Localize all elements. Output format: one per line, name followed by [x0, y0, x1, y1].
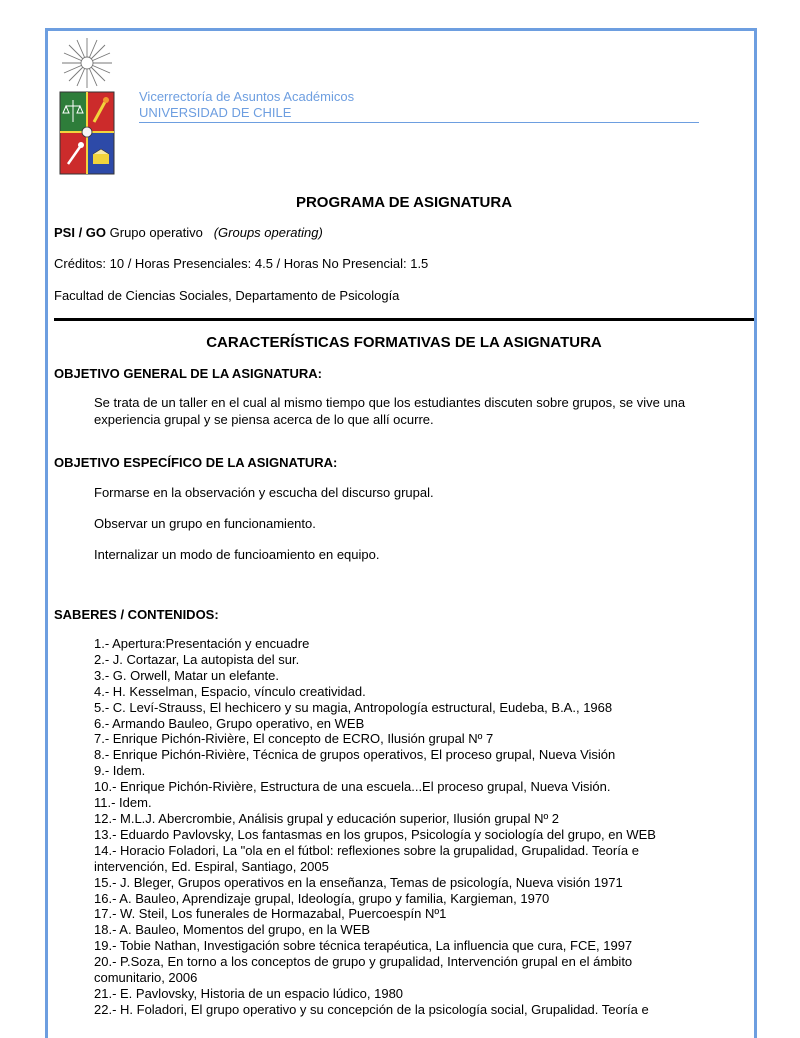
shield-icon	[60, 92, 114, 174]
specific-objective-heading: OBJETIVO ESPECÍFICO DE LA ASIGNATURA:	[54, 455, 338, 470]
institution-line-1: Vicerrectoría de Asuntos Académicos	[139, 89, 355, 104]
contents-list	[94, 636, 694, 1018]
specific-objective-item: Internalizar un modo de funcioamiento en equipo.	[94, 547, 380, 562]
list-item: 7.- Enrique Pichón-Rivière, El concepto de ECRO, Ilusión grupal Nº 7	[94, 731, 494, 747]
university-logo	[56, 36, 118, 178]
section-divider	[54, 318, 754, 321]
list-item: 13.- Eduardo Pavlovsky, Los fantasmas en los grupos, Psicología y sociología del grupo, en WEB	[94, 826, 656, 842]
contents-heading: SABERES / CONTENIDOS:	[54, 607, 219, 622]
list-item: 21.- E. Pavlovsky, Historia de un espacio lúdico, 1980	[94, 985, 404, 1001]
list-item: 16.- A. Bauleo, Aprendizaje grupal, Ideología, grupo y familia, Kargieman, 1970	[94, 890, 550, 906]
list-item: 9.- Idem.	[94, 763, 146, 779]
specific-objective-item: Observar un grupo en funcionamiento.	[94, 516, 316, 531]
general-objective-text: Se trata de un taller en el cual al mismo tiempo que los estudiantes discuten sobre grupos, se vive una experiencia grupal y se piensa acerca de lo que allí ocurre.	[94, 395, 686, 427]
credits-line: Créditos: 10 / Horas Presenciales: 4.5 / Horas No Presencial: 1.5	[54, 256, 429, 271]
list-item: 17.- W. Steil, Los funerales de Hormazabal, Puercoespín Nº1	[94, 906, 447, 922]
course-name: Grupo operativo	[109, 225, 203, 240]
course-code: PSI / GO	[54, 225, 107, 240]
course-code-line	[54, 225, 323, 241]
list-item: 15.- J. Bleger, Grupos operativos en la enseñanza, Temas de psicología, Nueva visión 1971	[94, 874, 623, 890]
list-item: 19.- Tobie Nathan, Investigación sobre técnica terapéutica, La influencia que cura, FCE, 1997	[94, 938, 633, 954]
list-item: 11.- Idem.	[94, 795, 152, 811]
faculty-line: Facultad de Ciencias Sociales, Departamento de Psicología	[54, 288, 400, 303]
list-item: 10.- Enrique Pichón-Rivière, Estructura de una escuela...El proceso grupal, Nueva Visión.	[94, 779, 611, 795]
list-item: 14.- Horacio Foladori, La "ola en el fútbol: reflexiones sobre la grupalidad, Grupalidad. Teoría e intervención, Ed. Espiral, Santiago, 2005	[94, 842, 639, 874]
list-item: 8.- Enrique Pichón-Rivière, Técnica de grupos operativos, El proceso grupal, Nueva Visión	[94, 747, 616, 763]
list-item: 18.- A. Bauleo, Momentos del grupo, en la WEB	[94, 922, 371, 938]
general-objective-heading: OBJETIVO GENERAL DE LA ASIGNATURA:	[54, 366, 322, 381]
course-english-name: (Groups operating)	[213, 225, 323, 240]
program-title: PROGRAMA DE ASIGNATURA	[295, 194, 513, 211]
list-item: 3.- G. Orwell, Matar un elefante.	[94, 667, 279, 683]
list-item: 20.- P.Soza, En torno a los conceptos de grupo y grupalidad, Intervención grupal en el ámbito comunitario, 2006	[94, 954, 633, 986]
list-item: 12.- M.L.J. Abercrombie, Análisis grupal y educación superior, Ilusión grupal Nº 2	[94, 810, 560, 826]
list-item: 5.- C. Leví-Strauss, El hechicero y su magia, Antropología estructural, Eudeba, B.A., 1968	[94, 699, 613, 715]
sun-star-icon	[62, 38, 112, 88]
list-item: 4.- H. Kesselman, Espacio, vínculo creatividad.	[94, 683, 366, 699]
list-item: 22.- H. Foladori, El grupo operativo y su concepción de la psicología social, Grupalidad. Teoría e	[94, 1001, 649, 1017]
section-title: CARACTERÍSTICAS FORMATIVAS DE LA ASIGNATURA	[206, 334, 602, 351]
list-item: 2.- J. Cortazar, La autopista del sur.	[94, 651, 300, 667]
list-item: 6.- Armando Bauleo, Grupo operativo, en WEB	[94, 715, 365, 731]
list-item: 1.- Apertura:Presentación y encuadre	[94, 636, 310, 651]
institution-header	[139, 89, 699, 123]
specific-objective-item: Formarse en la observación y escucha del discurso grupal.	[94, 485, 434, 500]
institution-line-2: UNIVERSIDAD DE CHILE	[139, 105, 699, 123]
